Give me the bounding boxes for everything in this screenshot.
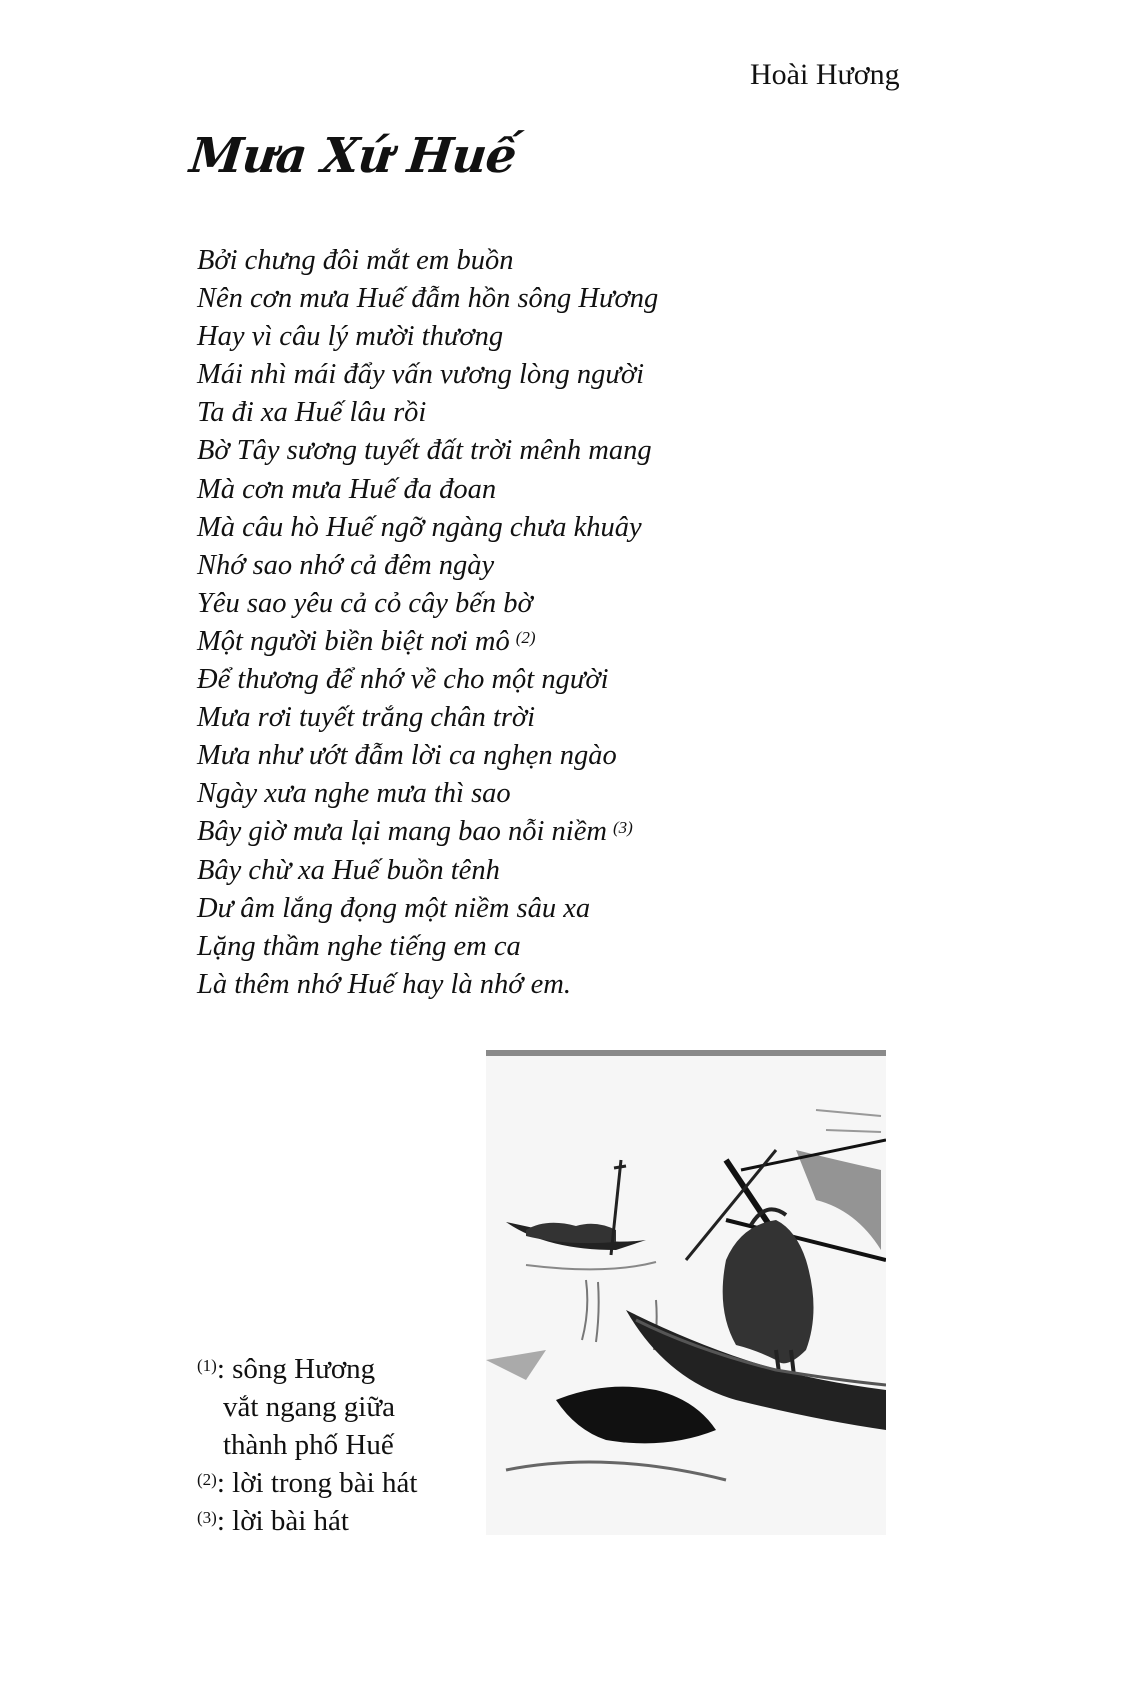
poem-line [197,471,917,509]
poem-line [197,699,917,737]
poem-line [197,623,917,661]
poem-line-text: Bởi chưng đôi mắt em buồn [197,245,514,276]
poem-line [197,737,917,775]
poem-line [197,775,917,813]
footnote-text: : lời trong bài hát [216,1467,418,1499]
poem-line [197,318,917,356]
poem-line-text: Bờ Tây sương tuyết đất trời mênh mang [197,435,652,467]
poem-line [197,432,917,470]
poem-line-text: Mà câu hò Huế ngỡ ngàng chưa khuây [197,511,642,543]
poem-line-text: Hay vì câu lý mười thương [197,321,504,353]
poem-line-text: Là thêm nhớ Huế hay là nhớ em. [197,968,571,1000]
poem-line-text: Mưa như ướt đẫm lời ca nghẹn ngào [197,740,617,772]
ink-painting-boats [486,1050,886,1535]
footnote-line [197,1350,417,1388]
footnote-marker: (2) [515,627,536,647]
poem-line [197,547,917,585]
poem-line-text: Lặng thầm nghe tiếng em ca [197,930,521,962]
footnote-number: (2) [197,1470,217,1489]
footnote-number: (1) [197,1356,217,1375]
author-name: Hoài Hương [750,58,900,91]
poem-line [197,890,917,928]
poem-line [197,394,917,432]
poem-line [197,661,917,699]
footnote-line [197,1426,417,1464]
poem-line-text: Dư âm lắng đọng một niềm sâu xa [197,892,591,924]
poem-line [197,966,917,1004]
footnotes [197,1350,417,1540]
poem-line-text: Yêu sao yêu cả cỏ cây bến bờ [197,587,533,619]
poem-line [197,852,917,890]
poem-title: Mưa Xứ Huế [187,128,519,184]
poem-line [197,242,917,280]
poem-line-text: Bây chừ xa Huế buồn tênh [197,854,500,886]
poem-line [197,356,917,394]
footnote-text: vắt ngang giữa [223,1391,395,1423]
poem-line [197,280,917,318]
poem-line-text: Mái nhì mái đẩy vấn vương lòng người [197,359,644,391]
poem-line-text: Ngày xưa nghe mưa thì sao [197,778,511,810]
footnote-line [197,1464,417,1502]
poem-line-text: Nhớ sao nhớ cả đêm ngày [197,549,495,581]
footnote-marker: (3) [612,818,633,838]
poem-line-text: Một người biền biệt nơi mô [197,625,510,657]
footnote-text: : sông Hương [216,1353,376,1385]
poem-line [197,509,917,547]
poem-line [197,585,917,623]
poem-line [197,813,917,851]
footnote-line [197,1388,417,1426]
poem-line-text: Nên cơn mưa Huế đẫm hồn sông Hương [197,283,659,315]
poem-line-text: Bây giờ mưa lại mang bao nỗi niềm [197,816,607,848]
poem-line [197,928,917,966]
poem-body [197,242,917,1004]
poem-line-text: Để thương để nhớ về cho một người [197,664,609,696]
poem-line-text: Mưa rơi tuyết trắng chân trời [197,702,536,734]
poem-line-text: Ta đi xa Huế lâu rồi [197,397,427,429]
footnote-line [197,1502,417,1540]
poem-line-text: Mà cơn mưa Huế đa đoan [197,473,497,505]
footnote-text: : lời bài hát [216,1505,349,1537]
footnote-number: (3) [197,1508,217,1527]
footnote-text: thành phố Huế [223,1429,394,1461]
